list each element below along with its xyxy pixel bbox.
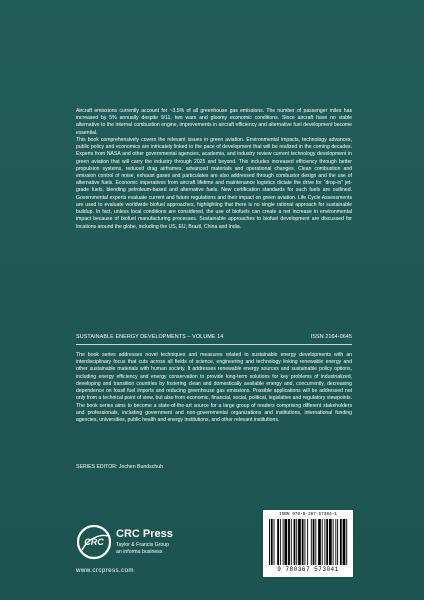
barcode-bar: [346, 519, 347, 565]
barcode-bar: [340, 519, 342, 565]
series-header: [76, 334, 352, 340]
publisher-logo: [76, 520, 206, 564]
barcode-bar: [311, 519, 312, 565]
series-description: The book series addresses novel techniques and measures related to sustainable energy developments with an interdisciplinary focus that cuts across all fields of science, engineering and technology linking renewable energy and other sustainable materials with human society. It addresses renewable energy sources and sustainable policy options, including energy efficiency and energy conservation to provide long-term solutions for key problems of industrialized, developing and transition countries by fostering clean and domestically available energy and, concurrently, decreasing dependence on fossil fuel imports and reducing greenhouse gas emissions. Possible applications will be addressed not only from a technical point of view, but also from economic, financial, social, political, legislative and regulatory viewpoints. The book series aims to become a state-of-the-art source for a large group of readers comprising different stakeholders and professionals, including government and non-governmental organizations and institutions, international funding agencies, universities, public health and energy institutions, and other relevant institutions.: [76, 352, 352, 423]
barcode-bar: [280, 519, 281, 565]
isbn-digits: 9 780367 573041: [277, 566, 339, 573]
barcode-bar: [343, 519, 346, 565]
publisher-tagline: an informa business: [116, 549, 163, 555]
barcode-bar: [337, 519, 338, 565]
barcode-bar: [296, 519, 297, 565]
divider: [76, 344, 352, 345]
barcode-bar: [274, 519, 275, 565]
barcode-bar: [335, 519, 336, 565]
barcode-bar: [271, 519, 273, 565]
barcode-bar: [313, 519, 315, 565]
barcode-bar: [302, 519, 304, 565]
barcode-bar: [315, 519, 316, 565]
barcode-bar: [322, 519, 323, 565]
barcode-bar: [291, 519, 292, 565]
book-description: [76, 108, 352, 231]
publisher-url[interactable]: www.crcpress.com: [76, 567, 134, 574]
barcode-bar: [284, 519, 287, 565]
barcode: [263, 510, 353, 577]
barcode-bar: [324, 519, 325, 565]
barcode-bar: [304, 519, 305, 565]
barcode-bar: [333, 519, 334, 565]
logo-mark-text: CRC: [84, 537, 104, 547]
barcode-bar: [329, 519, 332, 565]
barcode-bar: [283, 519, 284, 565]
barcode-bar: [269, 519, 270, 565]
barcode-bar: [326, 519, 328, 565]
issn: ISSN 2164-0645: [310, 334, 352, 340]
barcode-bars: [269, 519, 349, 565]
barcode-bar: [288, 519, 290, 565]
barcode-bar: [318, 519, 321, 565]
barcode-bar: [307, 519, 308, 565]
barcode-bar: [277, 519, 279, 565]
publisher-name: CRC Press: [116, 528, 173, 540]
series-name: SUSTAINABLE ENERGY DEVELOPMENTS – VOLUME 14: [76, 334, 224, 340]
description-paragraph: This book comprehensively covers the relevant issues in green aviation. Environmental impacts, technology advances, public policy and economics are intricately linked to the pace of development that will be realized in the coming decades. Experts from NASA and other governmental agencies, academia, and industry review current technology development in green aviation that will carry the industry through 2025 and beyond. This includes increased efficiency through better propulsion systems, reduced drag airframes, advanced materials and operational changes. Clean combustion and emission control of noise, exhaust gases and particulates are also addressed through combustor design and the use of alternative fuels. Economic imperatives from aircraft lifetime and maintenance logistics dictate the drive for “drop-in” jet-grade fuels, blending petroleum-based and alternative fuels. New certification standards for such fuels are outlined. Governmental experts evaluate current and future regulations and their impact on green aviation. Life Cycle Assessments are used to evaluate worldwide biofuel approaches, highlighting that there is no single rational approach for sustainable buildup. In fact, unless local conditions are considered, the use of biofuels can create a net increase in environmental impact because of biofuel manufacturing processes. Sustainable approaches to biofuel development are discussed for locations around the globe, including the US, EU, Brazil, China and India.: [76, 136, 352, 230]
description-paragraph: Aircraft emissions currently account for ~3.5% of all greenhouse gas emissions. The number of passenger miles has increased by 5% annually despite 9/11, two wars and gloomy economic conditions. Since aircraft have no viable alternative to the internal combustion engine, improvements in aircraft efficiency and alternative fuel development become essential.: [76, 108, 352, 136]
crc-press-logo-icon: [76, 524, 112, 560]
series-editor: SERIES EDITOR: Jochen Bundschuh: [76, 464, 163, 470]
barcode-bar: [298, 519, 301, 565]
publisher-group: Taylor & Francis Group: [116, 542, 170, 548]
isbn-label: ISBN 978-0-367-57304-1: [279, 512, 337, 517]
barcode-bar: [294, 519, 296, 565]
